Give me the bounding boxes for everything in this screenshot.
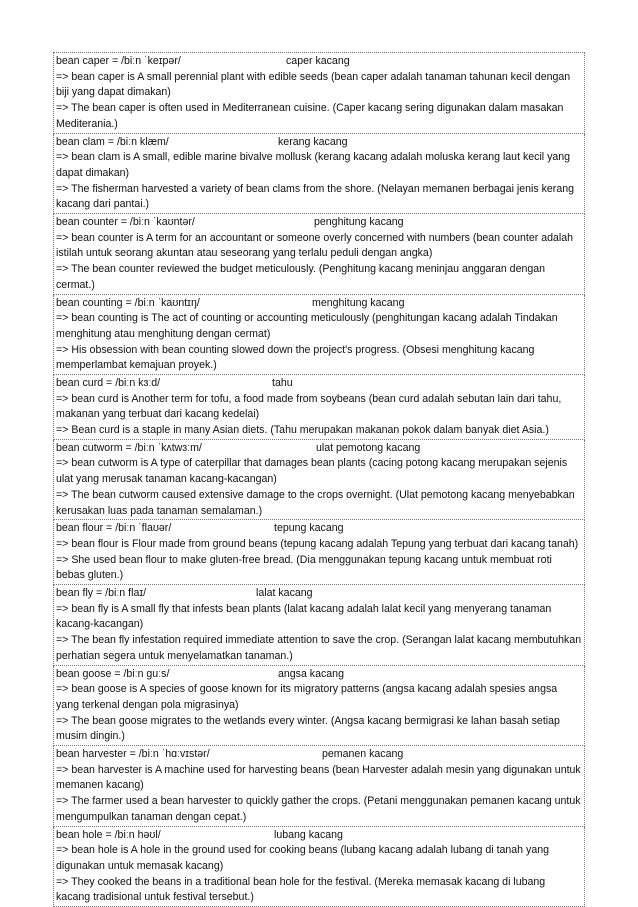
entry-header (56, 54, 582, 70)
entry-header (56, 135, 582, 151)
entry-example: => His obsession with bean counting slowed down the project's progress. (Obsesi menghitung kacang memperlambat kemajuan proyek.) (56, 343, 535, 372)
vocab-entry (53, 134, 585, 215)
entry-definition: => bean cutworm is A type of caterpillar that damages bean plants (cacing potong kacang merupakan sejenis ulat yang merusak tanaman kacang-kacangan) (56, 457, 568, 486)
entry-header (56, 215, 582, 231)
vocab-entry (53, 827, 585, 907)
entry-example: => The bean goose migrates to the wetlands every winter. (Angsa kacang bermigrasi ke lahan basah setiap musim dingin.) (56, 714, 560, 743)
entry-term: bean clam = /biːn klæm/ (56, 135, 169, 148)
entry-example: => She used bean flour to make gluten-free bread. (Dia menggunakan tepung kacang untuk membuat roti bebas gluten.) (56, 553, 552, 582)
vocab-entry (53, 520, 585, 585)
vocab-entry (53, 214, 585, 295)
entry-header (56, 586, 582, 602)
entry-translation: penghitung kacang (314, 216, 404, 228)
vocab-entry (53, 585, 585, 666)
entry-term: bean flour = /biːn ˈflaʊər/ (56, 522, 172, 535)
entry-header (56, 521, 582, 537)
entry-translation: caper kacang (286, 55, 350, 67)
entry-example: => The bean counter reviewed the budget meticulously. (Penghitung kacang meninjau anggaran dengan cermat.) (56, 263, 546, 291)
vocab-entry (53, 295, 585, 376)
entry-definition: => bean goose is A species of goose known for its migratory patterns (angsa kacang adalah spesies angsa yang terkenal dengan pola migrasinya) (56, 683, 558, 711)
entry-example: => Bean curd is a staple in many Asian diets. (Tahu merupakan makanan pokok dalam banyak diet Asia.) (56, 424, 549, 437)
entry-term: bean goose = /biːn ɡuːs/ (56, 667, 170, 680)
entry-term: bean counter = /biːn ˈkaʊntər/ (56, 216, 195, 228)
entry-translation: tepung kacang (274, 522, 344, 535)
entry-translation: lubang kacang (274, 828, 343, 841)
entry-translation: tahu (272, 377, 293, 389)
entry-translation: menghitung kacang (312, 296, 405, 309)
entry-translation: angsa kacang (278, 667, 344, 680)
vocab-entry (53, 375, 585, 440)
entry-term: bean harvester = /biːn ˈhɑːvɪstər/ (56, 748, 210, 761)
entry-definition: => bean counter is A term for an accountant or someone overly concerned with numbers (bean counter adalah istilah untuk seorang akuntan atau seseorang yang terlalu peduli dengan angka) (56, 231, 574, 260)
entry-header (56, 376, 582, 392)
entry-header (56, 296, 582, 312)
entry-example: => The bean cutworm caused extensive damage to the crops overnight. (Ulat pemotong kacang menyebabkan kerusakan luas pada tanaman semalaman.) (56, 488, 575, 517)
entry-example: => The farmer used a bean harvester to quickly gather the crops. (Petani menggunakan pemanen kacang untuk mengumpulkan tanaman dengan cepat.) (56, 795, 581, 823)
entry-term: bean hole = /biːn həʊl/ (56, 828, 161, 841)
entry-header (56, 747, 582, 763)
vocabulary-table (53, 52, 585, 907)
entry-definition: => bean harvester is A machine used for harvesting beans (bean Harvester adalah mesin yang digunakan untuk memanen kacang) (56, 763, 581, 792)
entry-definition: => bean fly is A small fly that infests bean plants (lalat kacang adalah lalat kecil yang menyerang tanaman kacang-kacangan) (56, 602, 552, 631)
entry-definition: => bean clam is A small, edible marine bivalve mollusk (kerang kacang adalah moluska kerang laut kecil yang dapat dimakan) (56, 151, 571, 179)
entry-term: bean fly = /biːn flaɪ/ (56, 587, 147, 600)
entry-header (56, 828, 582, 844)
entry-translation: lalat kacang (256, 587, 313, 600)
entry-term: bean curd = /biːn kɜːd/ (56, 377, 161, 389)
entry-term: bean caper = /biːn ˈkeɪpər/ (56, 55, 181, 67)
entry-example: => They cooked the beans in a traditional bean hole for the festival. (Mereka memasak kacang di lubang kacang tradisional untuk festival tersebut.) (56, 875, 546, 904)
entry-term: bean counting = /biːn ˈkaʊntɪŋ/ (56, 296, 200, 309)
entry-definition: => bean hole is A hole in the ground used for cooking beans (lubang kacang adalah lubang di tanah yang digunakan untuk memasak kacang) (56, 844, 549, 872)
vocab-entry (53, 440, 585, 521)
vocab-entry (53, 746, 585, 827)
entry-header (56, 667, 582, 683)
entry-definition: => bean caper is A small perennial plant with edible seeds (bean caper adalah tanaman tahunan kecil dengan biji yang dapat dimakan) (56, 70, 571, 99)
entry-definition: => bean counting is The act of counting or accounting meticulously (penghitungan kacang adalah Tindakan menghitung atau menghitung dengan cermat) (56, 312, 558, 340)
vocab-entry (53, 666, 585, 747)
entry-example: => The fisherman harvested a variety of bean clams from the shore. (Nelayan memanen berbagai jenis kerang kacang dari pantai.) (56, 182, 574, 211)
entry-definition: => bean flour is Flour made from ground beans (tepung kacang adalah Tepung yang terbuat dari kacang tanah) (56, 537, 579, 550)
vocab-entry (53, 53, 585, 134)
entry-example: => The bean caper is often used in Mediterranean cuisine. (Caper kacang sering digunakan dalam masakan Mediterania.) (56, 102, 564, 130)
entry-example: => The bean fly infestation required immediate attention to save the crop. (Serangan lalat kacang membutuhkan perhatian segera untuk menyelamatkan tanaman.) (56, 634, 582, 662)
entry-header (56, 441, 582, 457)
entry-translation: ulat pemotong kacang (316, 441, 421, 454)
entry-translation: kerang kacang (278, 135, 348, 148)
entry-translation: pemanen kacang (322, 748, 404, 761)
entry-definition: => bean curd is Another term for tofu, a food made from soybeans (bean curd adalah sebutan lain dari tahu, makanan yang terbuat dari kacang kedelai) (56, 392, 562, 421)
entry-term: bean cutworm = /biːn ˈkʌtwɜːm/ (56, 441, 202, 454)
